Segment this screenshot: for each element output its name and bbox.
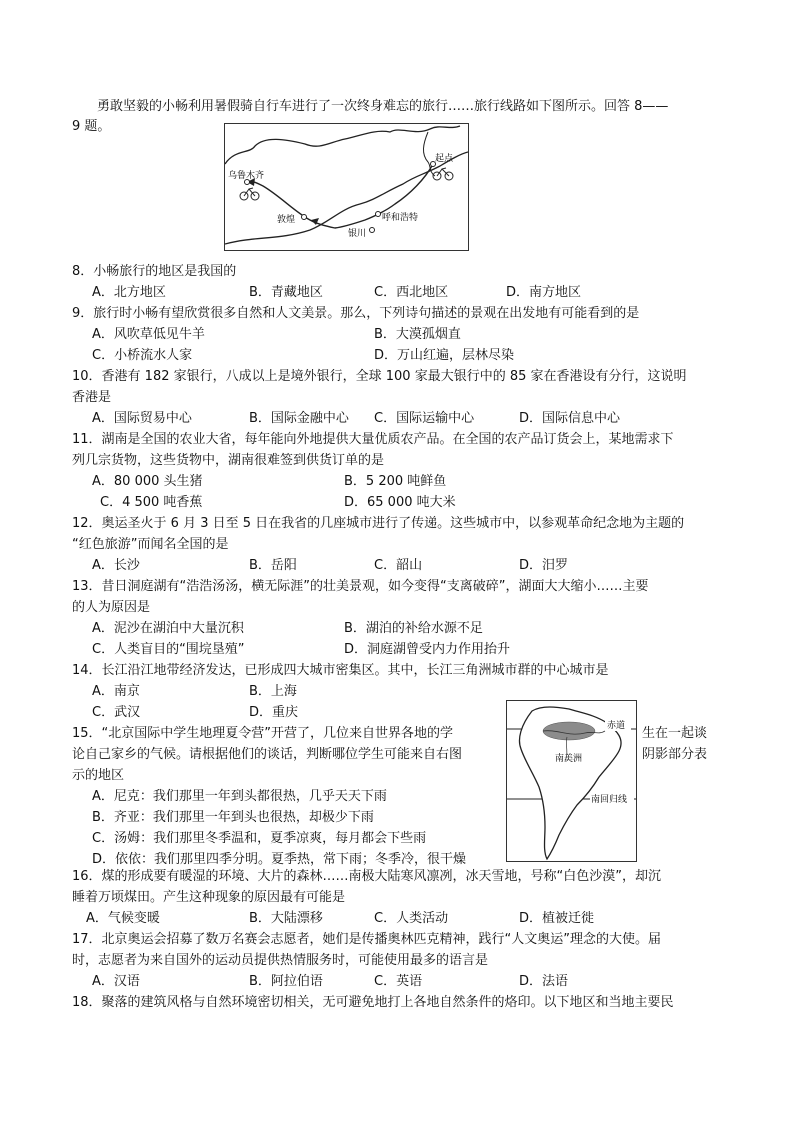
- map-label-hohhot: 呼和浩特: [382, 213, 419, 223]
- q11-stem-2: 列几宗货物，这些货物中，湖南很难签到供货订单的是: [72, 453, 385, 468]
- intro-line-2: 9 题。: [72, 119, 111, 134]
- q14-option-c: C．武汉: [92, 705, 141, 720]
- q12-stem-2: “红色旅游”而闻名全国的是: [72, 537, 229, 552]
- q10-stem-1: 10．香港有 182 家银行，八成以上是境外银行，全球 100 家最大银行中的 85 家在香港设有分行，这说明: [72, 369, 687, 384]
- q15-option-d: D．依依：我们那里四季分明。夏季热，常下雨；冬季冷，很干燥: [92, 852, 467, 867]
- q10-option-b: B．国际金融中心: [249, 411, 349, 426]
- q14-option-b: B．上海: [249, 684, 297, 699]
- map-label-equator: 赤道: [607, 721, 626, 731]
- q10-option-c: C．国际运输中心: [374, 411, 475, 426]
- q12-option-a: A．长沙: [92, 558, 140, 573]
- q15-option-b: B．齐亚：我们那里一年到头也很热，却极少下雨: [92, 810, 374, 825]
- q18-stem-1: 18．聚落的建筑风格与自然环境密切相关，无可避免地打上各地自然条件的烙印。以下地区和当地主要民: [72, 995, 674, 1010]
- q14-stem: 14．长江沿江地带经济发达，已形成四大城市密集区。其中，长江三角洲城市群的中心城市是: [72, 663, 609, 678]
- travel-route-map: [224, 123, 469, 251]
- q14-option-a: A．南京: [92, 684, 140, 699]
- q15-option-a: A．尼克：我们那里一年到头都很热，几乎天天下雨: [92, 789, 387, 804]
- q9-stem: 9．旅行时小畅有望欣赏很多自然和人文美景。那么，下列诗句描述的景观在出发地有可能看到的是: [72, 306, 640, 321]
- q16-option-a: A．气候变暖: [86, 911, 160, 926]
- q16-option-b: B．大陆漂移: [249, 911, 323, 926]
- q17-option-a: A．汉语: [92, 974, 140, 989]
- q15-stem-2a: 论自己家乡的气候。请根据他们的谈话，判断哪位学生可能来自右图: [72, 747, 463, 762]
- q17-stem-1: 17．北京奥运会招募了数万名赛会志愿者，她们是传播奥林匹克精神，践行“人文奥运”理念的大使。届: [72, 932, 662, 947]
- q8-option-d: D．南方地区: [506, 285, 582, 300]
- bicycle-icon-urumqi: [240, 188, 259, 200]
- q11-option-d: D．65 000 吨大米: [344, 495, 456, 510]
- q12-option-b: B．岳阳: [249, 558, 297, 573]
- q16-stem-2: 睡着万顷煤田。产生这种现象的原因最有可能是: [72, 890, 346, 905]
- map-label-tropic: 南回归线: [591, 795, 628, 805]
- q13-option-a: A．泥沙在湖泊中大量沉积: [92, 621, 244, 636]
- q10-option-d: D．国际信息中心: [519, 411, 621, 426]
- q12-option-d: D．汨罗: [519, 558, 569, 573]
- q16-option-d: D．植被迁徙: [519, 911, 595, 926]
- q8-option-b: B．青藏地区: [249, 285, 323, 300]
- q11-option-c: C．4 500 吨香蕉: [100, 495, 203, 510]
- bicycle-icon-start: [433, 168, 453, 180]
- map-label-urumqi: 乌鲁木齐: [228, 171, 265, 181]
- q9-option-c: C．小桥流水人家: [92, 348, 193, 363]
- q10-option-a: A．国际贸易中心: [92, 411, 192, 426]
- q16-stem-1: 16．煤的形成要有暖湿的环境、大片的森林……南极大陆寒风凛冽，冰天雪地，号称“白色沙漠”，却沉: [72, 869, 662, 884]
- q14-option-d: D．重庆: [249, 705, 299, 720]
- q13-stem-2: 的人为原因是: [72, 600, 151, 615]
- q9-option-d: D．万山红遍，层林尽染: [374, 348, 515, 363]
- q17-option-d: D．法语: [519, 974, 569, 989]
- q13-stem-1: 13．昔日洞庭湖有“浩浩汤汤，横无际涯”的壮美景观，如今变得“支离破碎”，湖面大大缩小……主要: [72, 579, 649, 594]
- map-label-continent: 南美洲: [555, 754, 583, 764]
- q15-option-c: C．汤姆：我们那里冬季温和，夏季凉爽，每月都会下些雨: [92, 831, 427, 846]
- q9-option-b: B．大漠孤烟直: [374, 327, 461, 342]
- q15-stem-1a: 15．“北京国际中学生地理夏令营”开营了，几位来自世界各地的学: [72, 726, 454, 741]
- q8-option-c: C．西北地区: [374, 285, 449, 300]
- q13-option-c: C．人类盲目的“围垸垦殖”: [92, 642, 245, 657]
- q8-option-a: A．北方地区: [92, 285, 166, 300]
- south-america-svg: [507, 701, 636, 861]
- q13-option-b: B．湖泊的补给水源不足: [344, 621, 483, 636]
- map-label-yinchuan: 银川: [348, 229, 367, 239]
- q13-option-d: D．洞庭湖曾受内力作用抬升: [344, 642, 511, 657]
- q17-option-b: B．阿拉伯语: [249, 974, 323, 989]
- south-america-map: [506, 700, 637, 862]
- q10-stem-2: 香港是: [72, 390, 112, 405]
- map-label-start: 起点: [435, 154, 454, 164]
- q11-option-b: B．5 200 吨鲜鱼: [344, 474, 447, 489]
- travel-route-svg: [225, 124, 468, 250]
- q17-option-c: C．英语: [374, 974, 423, 989]
- q16-option-c: C．人类活动: [374, 911, 449, 926]
- q9-option-a: A．风吹草低见牛羊: [92, 327, 205, 342]
- q17-stem-2: 时，志愿者为来自国外的运动员提供热情服务时，可能使用最多的语言是: [72, 953, 489, 968]
- q8-stem: 8．小畅旅行的地区是我国的: [72, 264, 237, 279]
- intro-line-1: 勇敢坚毅的小畅利用暑假骑自行车进行了一次终身难忘的旅行……旅行线路如下图所示。回答 8——: [97, 99, 669, 114]
- q15-stem-3: 示的地区: [72, 768, 125, 783]
- q15-stem-1b: 生在一起谈: [642, 726, 708, 741]
- q12-stem-1: 12．奥运圣火于 6 月 3 日至 5 日在我省的几座城市进行了传递。这些城市中，以参观革命纪念地为主题的: [72, 516, 685, 531]
- q15-stem-2b: 阴影部分表: [642, 747, 708, 762]
- q11-stem-1: 11．湖南是全国的农业大省，每年能向外地提供大量优质农产品。在全国的农产品订货会上，某地需求下: [72, 432, 674, 447]
- map-label-dunhuang: 敦煌: [277, 215, 296, 225]
- q11-option-a: A．80 000 头生猪: [92, 474, 203, 489]
- q12-option-c: C．韶山: [374, 558, 423, 573]
